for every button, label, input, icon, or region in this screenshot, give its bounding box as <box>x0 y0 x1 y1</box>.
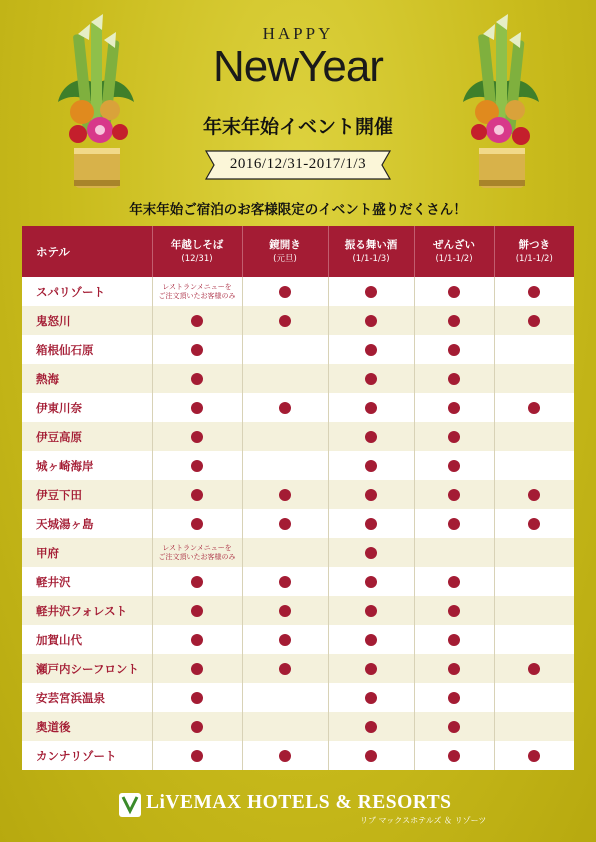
event-cell <box>414 596 494 625</box>
event-cell <box>152 393 242 422</box>
table-row <box>22 422 574 451</box>
hotel-name: カンナリゾート <box>22 741 152 770</box>
table-row <box>22 538 574 567</box>
hotel-name: 伊東川奈 <box>22 393 152 422</box>
event-cell <box>414 567 494 596</box>
event-cell <box>242 480 328 509</box>
event-cell <box>328 306 414 335</box>
table-header-row <box>22 226 574 277</box>
available-dot-icon <box>528 518 540 530</box>
available-dot-icon <box>448 431 460 443</box>
event-cell <box>242 625 328 654</box>
event-title: 年末年始イベント開催 <box>202 116 393 138</box>
available-dot-icon <box>528 402 540 414</box>
available-dot-icon <box>279 402 291 414</box>
event-cell <box>494 422 574 451</box>
hotel-name: 甲府 <box>22 538 152 567</box>
event-cell <box>328 277 414 306</box>
event-cell <box>152 596 242 625</box>
hotel-name: 瀬戸内シーフロント <box>22 654 152 683</box>
event-cell <box>414 741 494 770</box>
available-dot-icon <box>528 286 540 298</box>
event-cell <box>328 393 414 422</box>
available-dot-icon <box>365 315 377 327</box>
column-header <box>494 226 574 277</box>
event-cell <box>414 393 494 422</box>
available-dot-icon <box>365 692 377 704</box>
available-dot-icon <box>279 634 291 646</box>
available-dot-icon <box>448 460 460 472</box>
restaurant-note: ご注文頂いたお客様のみ <box>158 291 236 300</box>
event-cell <box>414 480 494 509</box>
event-cell <box>152 741 242 770</box>
available-dot-icon <box>448 692 460 704</box>
column-header <box>328 226 414 277</box>
event-cell <box>242 567 328 596</box>
hotel-name: 伊豆下田 <box>22 480 152 509</box>
available-dot-icon <box>279 605 291 617</box>
hotel-column-header: ホテル <box>22 226 152 277</box>
event-cell <box>494 567 574 596</box>
available-dot-icon <box>191 402 203 414</box>
available-dot-icon <box>365 460 377 472</box>
table-row <box>22 480 574 509</box>
event-cell <box>328 625 414 654</box>
event-cell <box>242 277 328 306</box>
available-dot-icon <box>191 315 203 327</box>
available-dot-icon <box>191 431 203 443</box>
column-header-label: 年越しそば <box>170 238 224 251</box>
available-dot-icon <box>191 576 203 588</box>
subtitle: 年末年始ご宿泊のお客様限定のイベント盛りだくさん！ <box>129 202 467 218</box>
available-dot-icon <box>448 605 460 617</box>
event-cell <box>152 509 242 538</box>
event-cell <box>328 741 414 770</box>
livemax-logo <box>118 790 487 830</box>
available-dot-icon <box>528 315 540 327</box>
available-dot-icon <box>191 663 203 675</box>
event-cell <box>494 596 574 625</box>
event-cell <box>242 741 328 770</box>
event-cell <box>152 480 242 509</box>
column-header-date: (1/1-1/2) <box>435 253 473 264</box>
column-header-label: ぜんざい <box>433 238 475 251</box>
available-dot-icon <box>365 721 377 733</box>
available-dot-icon <box>365 547 377 559</box>
available-dot-icon <box>279 518 291 530</box>
available-dot-icon <box>365 344 377 356</box>
event-cell <box>242 712 328 741</box>
available-dot-icon <box>365 373 377 385</box>
event-cell <box>494 509 574 538</box>
available-dot-icon <box>365 750 377 762</box>
event-cell <box>494 393 574 422</box>
event-cell <box>328 451 414 480</box>
hotel-name: 熱海 <box>22 364 152 393</box>
column-header <box>152 226 242 277</box>
event-cell <box>414 509 494 538</box>
event-cell <box>328 335 414 364</box>
available-dot-icon <box>191 692 203 704</box>
available-dot-icon <box>448 489 460 501</box>
event-cell <box>494 654 574 683</box>
available-dot-icon <box>191 518 203 530</box>
available-dot-icon <box>365 605 377 617</box>
event-cell <box>242 538 328 567</box>
hotel-name: 箱根仙石原 <box>22 335 152 364</box>
available-dot-icon <box>448 373 460 385</box>
available-dot-icon <box>528 489 540 501</box>
event-cell <box>152 364 242 393</box>
event-cell <box>414 654 494 683</box>
hotel-name: 安芸宮浜温泉 <box>22 683 152 712</box>
event-cell <box>414 277 494 306</box>
available-dot-icon <box>365 431 377 443</box>
hotel-name: 加賀山代 <box>22 625 152 654</box>
column-header-label: 餅つき <box>518 238 550 251</box>
event-cell <box>414 625 494 654</box>
table-row <box>22 741 574 770</box>
available-dot-icon <box>279 750 291 762</box>
event-cell <box>242 335 328 364</box>
event-cell <box>152 422 242 451</box>
available-dot-icon <box>448 721 460 733</box>
event-cell <box>414 364 494 393</box>
event-cell <box>328 596 414 625</box>
table-row <box>22 567 574 596</box>
event-cell <box>494 480 574 509</box>
table-row <box>22 277 574 306</box>
event-cell <box>242 654 328 683</box>
brand-name: LiVEMAX HOTELS & RESORTS <box>146 792 452 813</box>
event-cell <box>152 712 242 741</box>
available-dot-icon <box>365 576 377 588</box>
event-cell <box>494 683 574 712</box>
event-cell <box>328 683 414 712</box>
event-cell <box>494 335 574 364</box>
available-dot-icon <box>528 663 540 675</box>
column-header <box>242 226 328 277</box>
new-year-heading: NewYear <box>213 42 383 91</box>
happy-heading: HAPPY <box>262 24 334 43</box>
column-header-date: (元旦) <box>273 253 297 264</box>
event-cell <box>242 509 328 538</box>
event-cell <box>328 422 414 451</box>
event-cell <box>328 567 414 596</box>
event-cell <box>152 654 242 683</box>
event-cell <box>152 306 242 335</box>
table-row <box>22 596 574 625</box>
available-dot-icon <box>191 605 203 617</box>
event-cell <box>328 364 414 393</box>
available-dot-icon <box>191 460 203 472</box>
event-cell <box>242 422 328 451</box>
hotel-name: 軽井沢 <box>22 567 152 596</box>
available-dot-icon <box>448 286 460 298</box>
column-header-label: 鏡開き <box>269 238 301 251</box>
restaurant-note: レストランメニューを <box>162 543 232 552</box>
available-dot-icon <box>448 750 460 762</box>
hotel-name: スパリゾート <box>22 277 152 306</box>
hotel-name: 城ヶ崎海岸 <box>22 451 152 480</box>
event-cell <box>414 335 494 364</box>
event-cell <box>152 625 242 654</box>
event-cell <box>414 683 494 712</box>
table-row <box>22 451 574 480</box>
available-dot-icon <box>191 489 203 501</box>
available-dot-icon <box>365 402 377 414</box>
restaurant-note: ご注文頂いたお客様のみ <box>158 552 236 561</box>
table-row <box>22 306 574 335</box>
table-row <box>22 712 574 741</box>
event-cell <box>328 538 414 567</box>
event-cell <box>494 625 574 654</box>
restaurant-note: レストランメニューを <box>162 282 232 291</box>
available-dot-icon <box>279 489 291 501</box>
available-dot-icon <box>365 518 377 530</box>
event-table <box>22 226 574 770</box>
event-cell <box>414 538 494 567</box>
event-cell <box>152 451 242 480</box>
table-row <box>22 509 574 538</box>
event-cell <box>242 306 328 335</box>
event-cell <box>242 596 328 625</box>
event-cell <box>328 480 414 509</box>
hotel-name: 軽井沢フォレスト <box>22 596 152 625</box>
column-header-label: 振る舞い酒 <box>344 238 398 251</box>
available-dot-icon <box>448 518 460 530</box>
available-dot-icon <box>191 750 203 762</box>
available-dot-icon <box>365 489 377 501</box>
event-cell <box>414 422 494 451</box>
table-row <box>22 683 574 712</box>
hotel-name: 伊豆高原 <box>22 422 152 451</box>
event-cell <box>414 451 494 480</box>
date-banner <box>202 148 394 182</box>
available-dot-icon <box>448 634 460 646</box>
available-dot-icon <box>448 402 460 414</box>
column-header-date: (1/1-1/3) <box>352 253 390 264</box>
table-row <box>22 654 574 683</box>
event-cell <box>494 741 574 770</box>
available-dot-icon <box>448 663 460 675</box>
available-dot-icon <box>365 634 377 646</box>
event-cell <box>152 277 242 306</box>
event-cell <box>328 654 414 683</box>
table-row <box>22 393 574 422</box>
brand-subtitle: リブ マックスホテルズ ＆ リゾーツ <box>360 816 487 825</box>
table-body <box>22 277 574 770</box>
date-range: 2016/12/31-2017/1/3 <box>229 156 367 172</box>
hotel-name: 奥道後 <box>22 712 152 741</box>
table-row <box>22 335 574 364</box>
event-cell <box>242 393 328 422</box>
column-header-date: (1/1-1/2) <box>515 253 553 264</box>
available-dot-icon <box>448 344 460 356</box>
available-dot-icon <box>191 721 203 733</box>
livemax-mark-icon <box>118 792 142 818</box>
available-dot-icon <box>279 315 291 327</box>
event-cell <box>414 306 494 335</box>
event-cell <box>494 306 574 335</box>
available-dot-icon <box>191 634 203 646</box>
available-dot-icon <box>365 286 377 298</box>
event-cell <box>152 683 242 712</box>
available-dot-icon <box>528 750 540 762</box>
available-dot-icon <box>448 315 460 327</box>
table-row <box>22 364 574 393</box>
available-dot-icon <box>448 576 460 588</box>
column-header <box>414 226 494 277</box>
event-cell <box>152 538 242 567</box>
hotel-name: 鬼怒川 <box>22 306 152 335</box>
event-cell <box>242 683 328 712</box>
event-cell <box>494 538 574 567</box>
available-dot-icon <box>279 286 291 298</box>
event-cell <box>414 712 494 741</box>
event-cell <box>328 712 414 741</box>
hotel-name: 天城湯ヶ島 <box>22 509 152 538</box>
available-dot-icon <box>365 663 377 675</box>
event-cell <box>152 567 242 596</box>
event-cell <box>494 277 574 306</box>
available-dot-icon <box>191 373 203 385</box>
available-dot-icon <box>279 663 291 675</box>
column-header-date: (12/31) <box>181 253 213 264</box>
event-cell <box>494 451 574 480</box>
available-dot-icon <box>191 344 203 356</box>
event-cell <box>494 364 574 393</box>
event-cell <box>242 364 328 393</box>
event-cell <box>494 712 574 741</box>
event-cell <box>152 335 242 364</box>
event-cell <box>242 451 328 480</box>
table-row <box>22 625 574 654</box>
event-cell <box>328 509 414 538</box>
available-dot-icon <box>279 576 291 588</box>
